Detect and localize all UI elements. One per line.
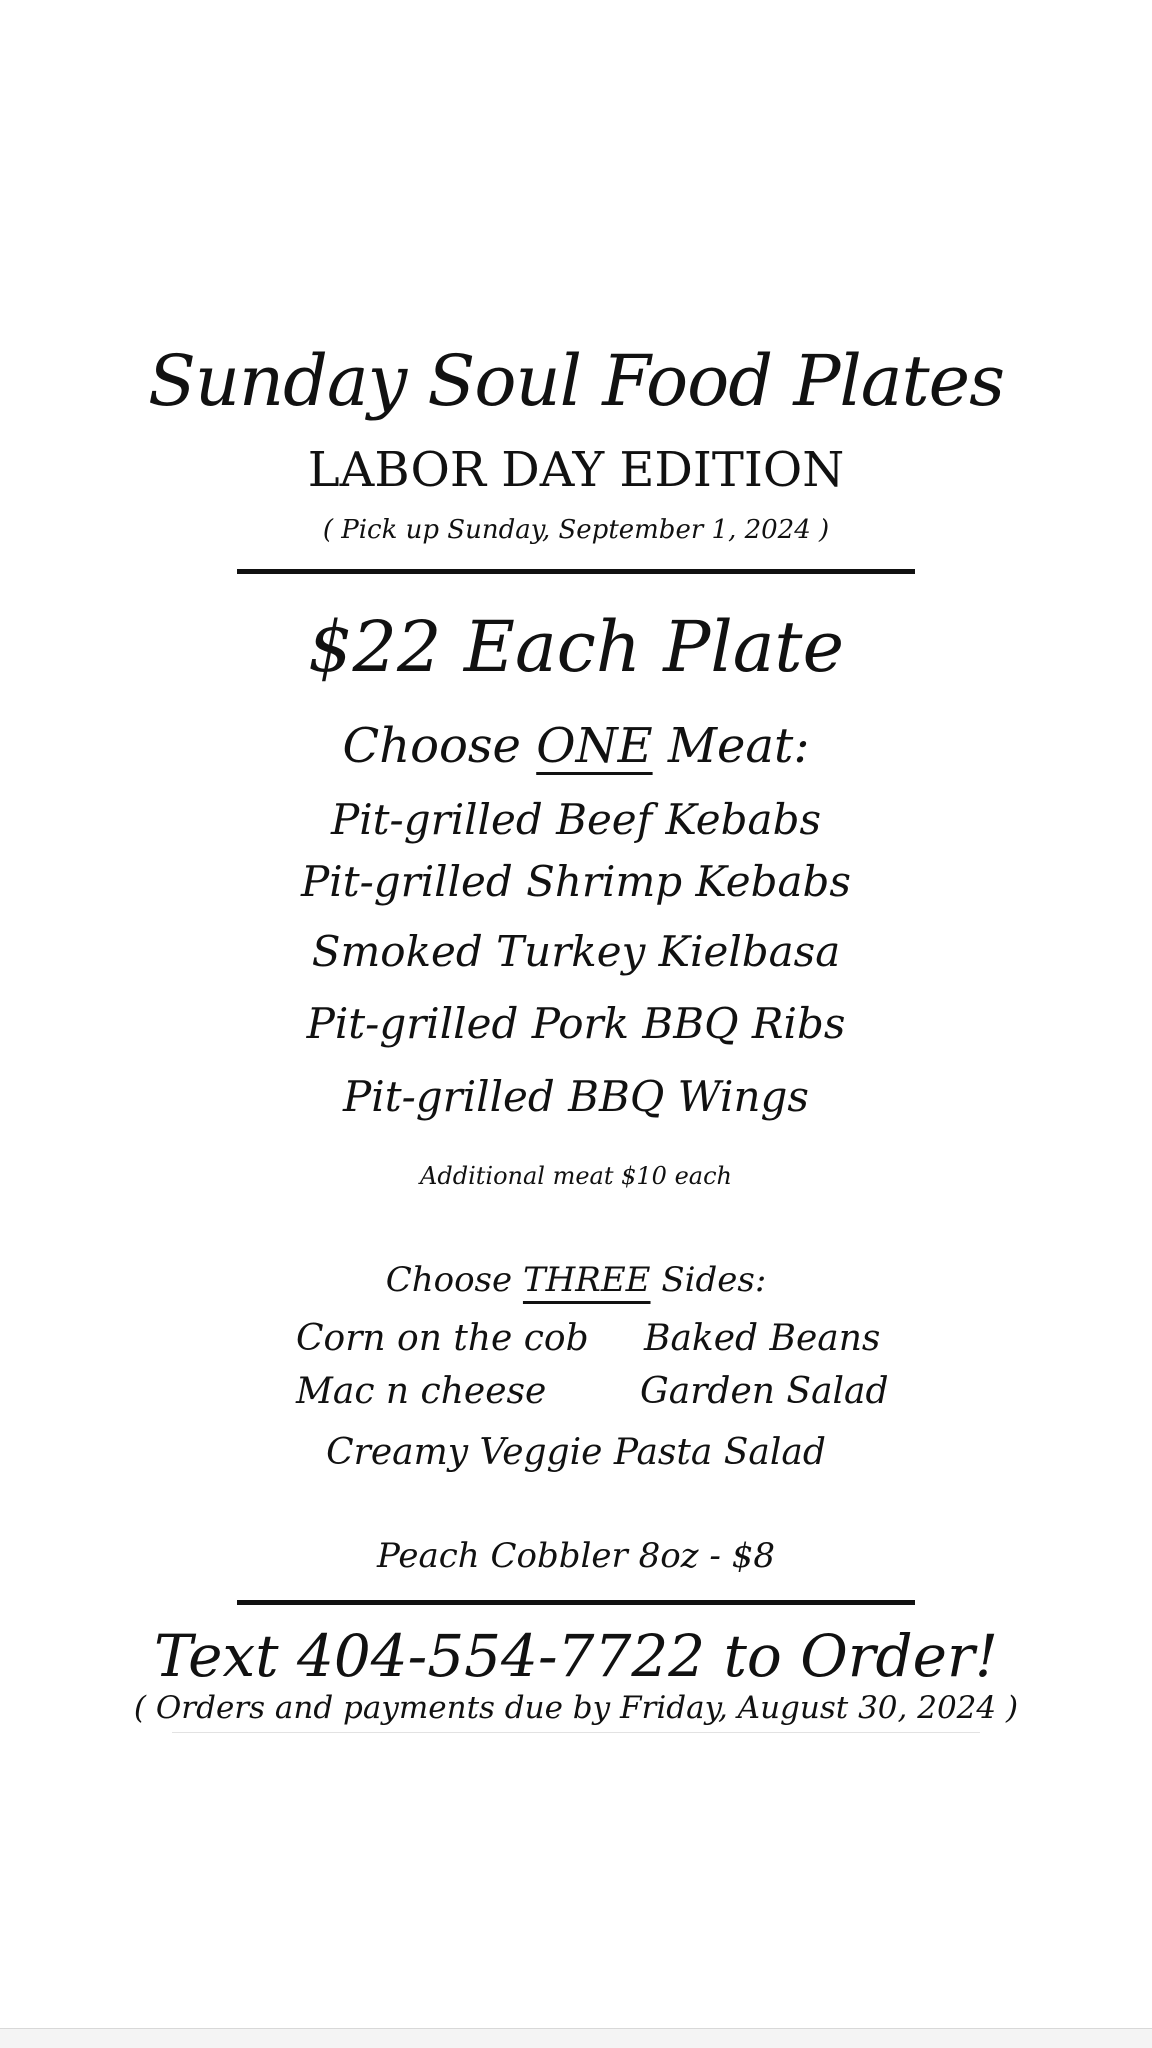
plate-price: $22 Each Plate <box>307 606 844 688</box>
edition-subtitle: LABOR DAY EDITION <box>307 442 845 498</box>
sides-heading-suffix: Sides: <box>650 1260 767 1300</box>
meat-heading-suffix: Meat: <box>652 718 810 774</box>
pickup-date: ( Pick up Sunday, September 1, 2024 ) <box>322 515 830 545</box>
meat-item-shrimp-kebabs: Pit-grilled Shrimp Kebabs <box>301 857 851 906</box>
side-item-mac-n-cheese: Mac n cheese <box>296 1371 547 1412</box>
side-item-garden-salad: Garden Salad <box>640 1371 889 1412</box>
faint-divider <box>172 1732 980 1733</box>
order-deadline: ( Orders and payments due by Friday, August 30, 2024 ) <box>133 1690 1019 1726</box>
bottom-divider <box>237 1600 915 1605</box>
sides-heading-emphasis: THREE <box>522 1260 651 1300</box>
dessert-item: Peach Cobbler 8oz - $8 <box>377 1536 775 1576</box>
bottom-edge-bar <box>0 2028 1152 2048</box>
meat-heading-prefix: Choose <box>342 718 537 774</box>
sides-heading <box>0 1260 1152 1300</box>
order-call-to-action: Text 404-554-7722 to Order! <box>153 1622 999 1690</box>
meat-item-bbq-wings: Pit-grilled BBQ Wings <box>343 1072 809 1121</box>
meat-item-turkey-kielbasa: Smoked Turkey Kielbasa <box>311 927 841 976</box>
side-item-baked-beans: Baked Beans <box>644 1318 881 1359</box>
menu-title: Sunday Soul Food Plates <box>147 340 1005 422</box>
meat-item-beef-kebabs: Pit-grilled Beef Kebabs <box>330 795 822 844</box>
additional-meat-note: Additional meat $10 each <box>420 1162 732 1190</box>
side-item-pasta-salad: Creamy Veggie Pasta Salad <box>326 1432 826 1473</box>
meat-heading <box>0 718 1152 774</box>
sides-heading-prefix: Choose <box>385 1260 523 1300</box>
top-divider <box>237 569 915 574</box>
meat-item-pork-ribs: Pit-grilled Pork BBQ Ribs <box>306 999 846 1048</box>
meat-heading-emphasis: ONE <box>536 718 653 774</box>
side-item-corn: Corn on the cob <box>296 1318 589 1359</box>
